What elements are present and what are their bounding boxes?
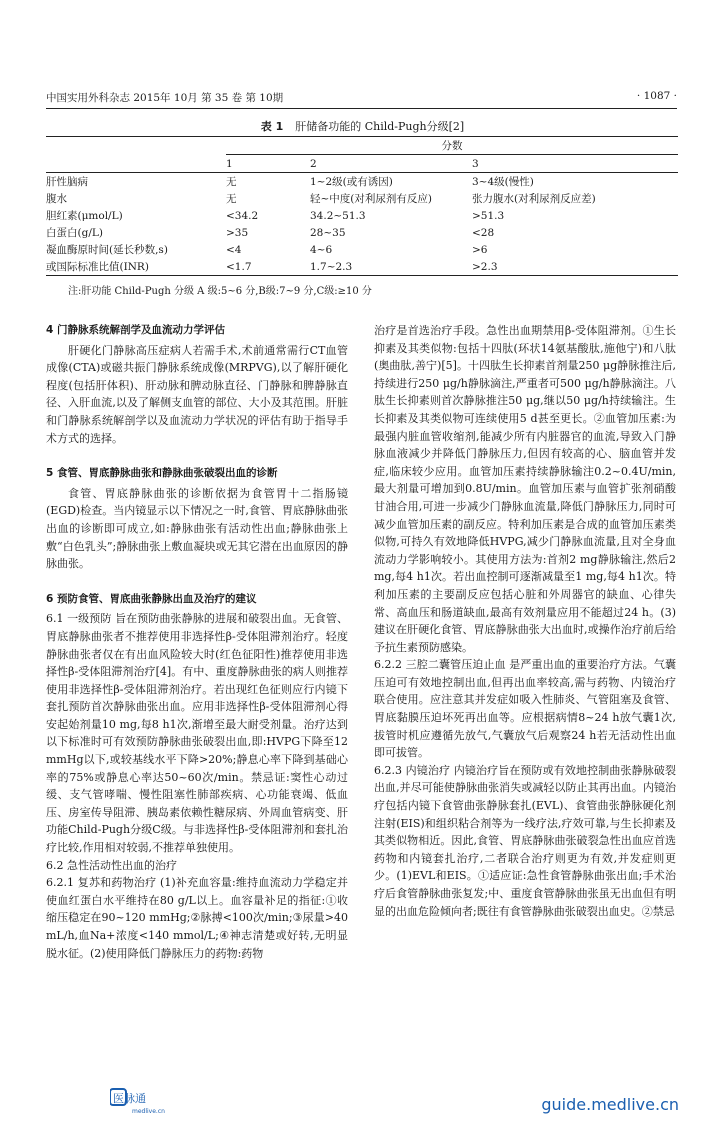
section-4-paragraph: 肝硬化门静脉高压症病人若需手术,术前通常需行CT血管成像(CTA)或磁共振门静脉系统成像(MRPVG),以了解肝硬化程度(包括肝体积)、肝动脉和脾动脉直径、门静脉和脾静脉直径、入肝血流,以及了解侧支血管的部位、大小及其范围。肝脏和门静脉系统解剖学以及血流动力学状况的评估有助于指导手术方式的选择。 [46,343,348,445]
section-5-paragraph: 食管、胃底静脉曲张的诊断依据为食管胃十二指肠镜(EGD)检查。当内镜显示以下情况之一时,食管、胃底静脉曲张出血的诊断即可成立,如:静脉曲张有活动性出血;静脉曲张上敷“白色乳头”;静脉曲张上敷血凝块或无其它潜在出血原因的静脉曲张。 [46,486,348,571]
section-6-2-3-paragraph: 6.2.3 内镜治疗 内镜治疗旨在预防或有效地控制曲张静脉破裂出血,并尽可能使静脉曲张消失或减轻以防止其再出血。内镜治疗包括内镜下食管曲张静脉套扎(EVL)、食管曲张静脉硬化剂注射(EIS)和组织粘合剂等为一线疗法,疗效可靠,与生长抑素及其类似物相近。因此,食管、胃底静脉曲张破裂急性出血应首选药物和内镜套扎治疗,二者联合治疗则更为有效,并发症则更少。(1)EVL和EIS。①适应证:急性食管静脉曲张出血;手术治疗后食管静脉曲张复发;中、重度食管静脉曲张虽无出血但有明显的出血危险倾向者;既往有食管静脉曲张破裂出血史。②禁忌 [374,763,676,918]
logo-text: 医脉通 [113,1092,146,1105]
table-row [46,241,678,258]
table-score-header: 分数 [226,137,678,155]
medlive-logo [110,1086,190,1116]
table-cell: 轻~中度(对利尿剂有反应) [310,193,432,205]
child-pugh-table [46,136,678,276]
table-cell: <1.7 [226,258,310,276]
table-col-header: 1 [226,157,233,170]
table-cell: 或国际标准比值(INR) [46,258,226,276]
logo-subtext: medlive.cn [132,1108,165,1115]
table-cell: <28 [472,226,495,239]
table-row [46,258,678,276]
table-row [46,190,678,207]
table-cell: >35 [226,226,249,239]
table-cell: 4~6 [310,243,333,256]
table-row [46,224,678,241]
section-6-2-heading: 6.2 急性活动性出血的治疗 [46,858,177,872]
table-cell: 张力腹水(对利尿剂反应差) [472,193,596,205]
table-cell: >2.3 [472,258,678,276]
table-cell: 肝性脑病 [46,173,226,191]
table-row [46,173,678,191]
table-cell: <4 [226,243,242,256]
running-header [46,88,677,109]
table-note: 注:肝功能 Child-Pugh 分级 A 级:5~6 分,B级:7~9 分,C级:≥10 分 [68,286,372,297]
table-cell: 无 [226,173,310,191]
section-6-2-2-paragraph: 6.2.2 三腔二囊管压迫止血 是严重出血的重要治疗方法。气囊压迫可有效地控制出血,但再出血率较高,需与药物、内镜治疗联合使用。应注意其并发症如吸入性肺炎、气管阻塞及食管、胃底黏膜压迫坏死再出血等。应根据病情8~24 h放气囊1次,拔管时机应遵循先放气,气囊放气后观察24 h若无活动性出血即可拔管。 [374,658,676,760]
table-col-header: 2 [310,157,317,170]
table-cell: 1~2级(或有诱因) [310,173,472,191]
table-cell: 胆红素(μmol/L) [46,210,123,222]
table-cell: 腹水 [46,193,67,205]
table-cell: 3~4级(慢性) [472,173,678,191]
table-row [46,207,678,224]
right-column [374,322,676,920]
section-6-2-1-paragraph: 6.2.1 复苏和药物治疗 (1)补充血容量:维持血流动力学稳定并使血红蛋白水平维持在80 g/L以上。血容量补足的指征:①收缩压稳定在90~120 mmHg;②脉搏<100次/min;③尿量>40 mL/h,血Na+浓度<140 mmol/L;④神志清楚或好转,无明显脱水征。(2)使用降低门静脉压力的药物:药物 [46,876,348,960]
left-column [46,322,348,962]
table-cell: 无 [226,193,237,205]
section-4-heading: 4 门静脉系统解剖学及血流动力学评估 [46,324,225,336]
table-title: 肝储备功能的 Child-Pugh分级[2] [295,120,465,133]
site-url[interactable]: guide.medlive.cn [541,1095,679,1114]
section-5-heading: 5 食管、胃底静脉曲张和静脉曲张破裂出血的诊断 [46,467,278,480]
section-6-1-paragraph: 6.1 一级预防 旨在预防曲张静脉的进展和破裂出血。无食管、胃底静脉曲张者不推荐使用非选择性β-受体阻滞剂治疗。轻度静脉曲张者仅在有出血风险较大时(红色征阳性)推荐使用非选择性β-受体阻滞剂治疗[4]。有中、重度静脉曲张的病人则推荐使用非选择性β-受体阻滞剂治疗。若出现红色征则应行内镜下套扎预防首次静脉曲张出血。应用非选择性β-受体阻滞剂心得安起始剂量10 mg,每8 h1次,渐增至最大耐受剂量。治疗达到以下标准时可有效预防静脉曲张破裂出血,即:HVPG下降至12 mmHg以下,或较基线水平下降>20%;静息心率下降到基础心率的75%或静息心率达50~60次/min。禁忌证:窦性心动过缓、支气管哮喘、慢性阻塞性肺部疾病、心功能衰竭、低血压、房室传导阻滞、胰岛素依赖性糖尿病、外周血管病变、肝功能Child-Pugh分级C级。与非选择性β-受体阻滞剂和套扎治疗比较,作用相对较弱,不推荐单独使用。 [46,612,348,855]
table-cell: 1.7~2.3 [310,258,472,276]
table-cell: 白蛋白(g/L) [46,227,103,239]
table-cell: <34.2 [226,209,259,222]
section-6-heading: 6 预防食管、胃底曲张静脉出血及治疗的建议 [46,592,257,605]
table-column-header-row [46,155,678,173]
table-label: 表 1 [260,120,284,133]
table-cell: >6 [472,243,488,256]
journal-info: 中国实用外科杂志 2015年 10月 第 35 卷 第 10期 [46,92,284,104]
table-cell: 28~35 [310,226,346,239]
table-cell: 凝血酶原时间(延长秒数,s) [46,244,168,256]
drug-therapy-paragraph: 治疗是首选治疗手段。急性出血期禁用β-受体阻滞剂。①生长抑素及其类似物:包括十四肽(环状14氨基酸肽,施他宁)和八肽(奥曲肽,善宁)[5]。十四肽生长抑素首剂量250 μg静脉推注后,持续进行250 μg/h静脉滴注,严重者可500 μg/h静脉滴注。八肽生长抑素则首次静脉推注50 μg,继以50 μg/h持续输注。生长抑素及其类似物可连续使用5 d甚至更长。②血管加压素:为最强内脏血管收缩剂,能减少所有内脏器官的血流,导致入门静脉血液减少并降低门静脉压力,但因有较高的心、脑血管并发症,临床较少应用。血管加压素持续静脉输注0.2~0.4U/min,最大剂量可增加到0.8U/min。血管加压素与血管扩张剂硝酸甘油合用,可进一步减少门静脉血流量,降低门静脉压力,同时可减少血管加压素的副反应。特利加压素是合成的血管加压素类似物,可持久有效地降低HVPG,减少门静脉血流量,且对全身血流动力学影响较小。其使用方法为:首剂2 mg静脉输注,然后2 mg,每4 h1次。若出血控制可逐渐减量至1 mg,每4 h1次。特利加压素的主要副反应包括心脏和外周器官的缺血、心律失常、高血压和肠道缺血,最高有效剂量应用不能超过24 h。(3)建议在肝硬化食管、胃底静脉曲张大出血时,或操作治疗前后给予抗生素预防感染。 [374,324,676,654]
page-number: · 1087 · [636,90,677,102]
table-caption [0,118,725,134]
table-col-header: 3 [472,157,479,170]
table-score-header-row [46,137,678,155]
table-cell: >51.3 [472,209,505,222]
table-cell: 34.2~51.3 [310,209,366,222]
